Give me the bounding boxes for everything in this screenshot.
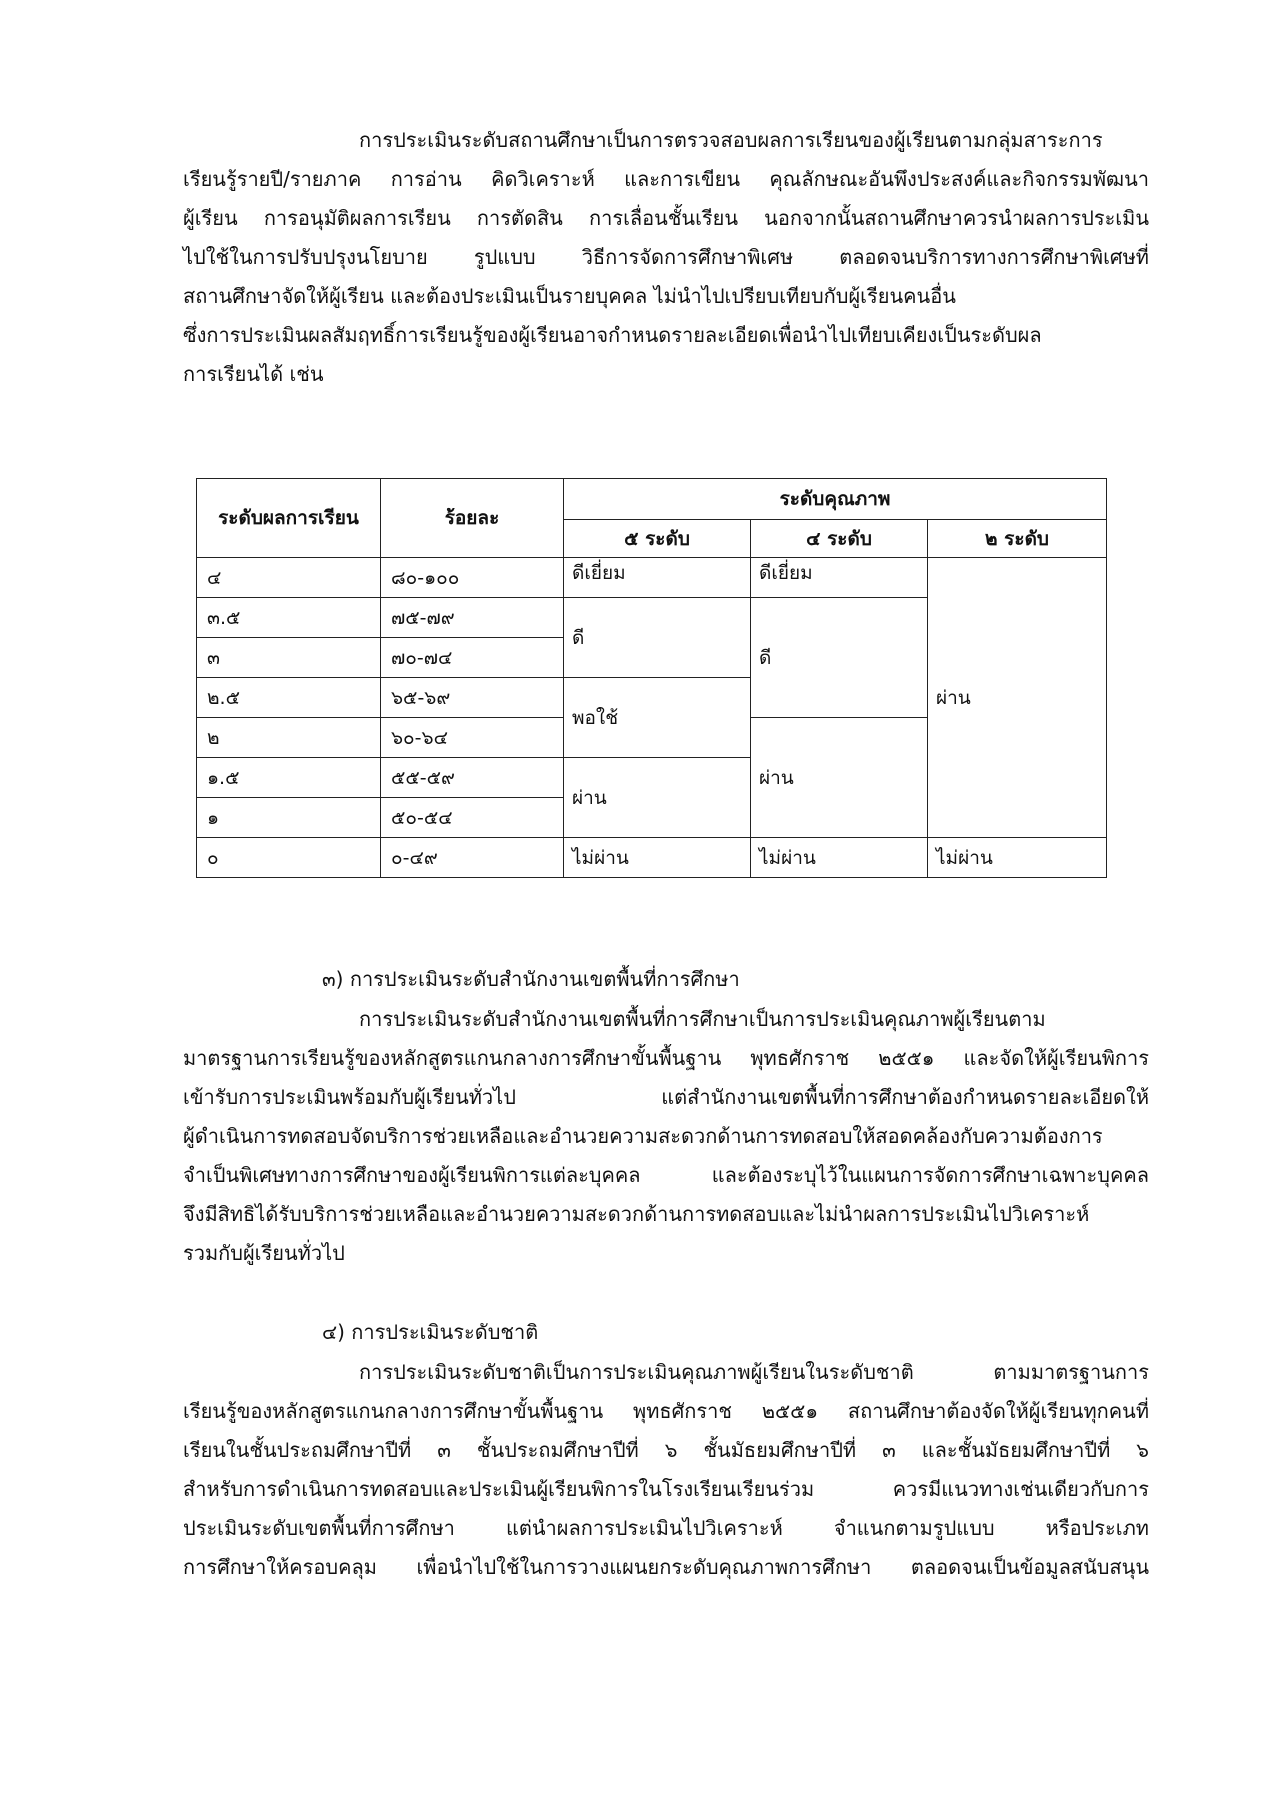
percent-cell: ๕๐-๕๔: [381, 798, 564, 838]
five-level-cell: ดีเยี่ยม: [564, 558, 751, 598]
percent-cell: ๖๕-๖๙: [381, 678, 564, 718]
four-level-cell: ดี: [751, 598, 928, 718]
paragraph-line: การศึกษาให้ครอบคลุม เพื่อนำไปใช้ในการวางแผนยกระดับคุณภาพการศึกษา ตลอดจนเป็นข้อมูลสนับสนุน: [183, 1555, 1149, 1579]
paragraph-line: สถานศึกษาจัดให้ผู้เรียน และต้องประเมินเป็นรายบุคคล ไม่นำไปเปรียบเทียบกับผู้เรียนคนอื่น: [183, 284, 956, 308]
header-quality-level: ระดับคุณภาพ: [564, 479, 1107, 520]
section4-paragraph: [183, 1353, 1149, 1587]
paragraph-line: การประเมินระดับสถานศึกษาเป็นการตรวจสอบผลการเรียนของผู้เรียนตามกลุ่มสาระการ: [359, 128, 1103, 152]
paragraph-line: การประเมินระดับชาติเป็นการประเมินคุณภาพผู้เรียนในระดับชาติ ตามมาตรฐานการ: [359, 1360, 1149, 1384]
four-level-cell: ดีเยี่ยม: [751, 558, 928, 598]
paragraph-line: ผู้ดำเนินการทดสอบจัดบริการช่วยเหลือและอำนวยความสะดวกด้านการทดสอบให้สอดคล้องกับความต้องการ: [183, 1124, 1103, 1148]
percent-cell: ๘๐-๑๐๐: [381, 558, 564, 598]
paragraph-line: สำหรับการดำเนินการทดสอบและประเมินผู้เรียนพิการในโรงเรียนเรียนร่วม ควรมีแนวทางเช่นเดียวกับการ: [183, 1477, 1149, 1501]
grade-cell: ๐: [197, 838, 381, 878]
grade-cell: ๔: [197, 558, 381, 598]
section3-heading: ๓) การประเมินระดับสำนักงานเขตพื้นที่การศึกษา: [322, 967, 740, 991]
grade-cell: ๓: [197, 638, 381, 678]
section3-paragraph: [183, 1000, 1149, 1273]
four-level-cell: ผ่าน: [751, 718, 928, 838]
two-level-cell: ผ่าน: [928, 558, 1107, 838]
paragraph-line: มาตรฐานการเรียนรู้ของหลักสูตรแกนกลางการศึกษาขั้นพื้นฐาน พุทธศักราช ๒๕๕๑ และจัดให้ผู้เรียนพิการ: [183, 1046, 1149, 1070]
paragraph-line: ประเมินระดับเขตพื้นที่การศึกษา แต่นำผลการประเมินไปวิเคราะห์ จำแนกตามรูปแบบ หรือประเภท: [183, 1516, 1149, 1540]
section4-heading: ๔) การประเมินระดับชาติ: [322, 1320, 539, 1344]
paragraph-line: การเรียนได้ เช่น: [183, 362, 324, 386]
header-five-level: ๕ ระดับ: [564, 520, 751, 558]
percent-cell: ๗๕-๗๙: [381, 598, 564, 638]
five-level-cell: ไม่ผ่าน: [564, 838, 751, 878]
two-level-cell: ไม่ผ่าน: [928, 838, 1107, 878]
paragraph-line: เรียนรู้ของหลักสูตรแกนกลางการศึกษาขั้นพื้นฐาน พุทธศักราช ๒๕๕๑ สถานศึกษาต้องจัดให้ผู้เรียนทุกคนที่: [183, 1399, 1149, 1423]
paragraph-line: การประเมินระดับสำนักงานเขตพื้นที่การศึกษาเป็นการประเมินคุณภาพผู้เรียนตาม: [359, 1007, 1046, 1031]
header-four-level: ๔ ระดับ: [751, 520, 928, 558]
five-level-cell: ดี: [564, 598, 751, 678]
paragraph-line: ไปใช้ในการปรับปรุงนโยบาย รูปแบบ วิธีการจัดการศึกษาพิเศษ ตลอดจนบริการทางการศึกษาพิเศษที่: [183, 245, 1149, 269]
paragraph-line: เรียนรู้รายปี/รายภาค การอ่าน คิดวิเคราะห์ และการเขียน คุณลักษณะอันพึงประสงค์และกิจกรรมพัฒนา: [183, 167, 1149, 191]
paragraph-line: ผู้เรียน การอนุมัติผลการเรียน การตัดสิน การเลื่อนชั้นเรียน นอกจากนั้นสถานศึกษาควรนำผลการประเมิน: [183, 206, 1149, 230]
paragraph-line: ซึ่งการประเมินผลสัมฤทธิ์การเรียนรู้ของผู้เรียนอาจกำหนดรายละเอียดเพื่อนำไปเทียบเคียงเป็นระดับผล: [183, 323, 1042, 347]
grade-cell: ๒: [197, 718, 381, 758]
grade-cell: ๑.๕: [197, 758, 381, 798]
grade-table: [196, 478, 1107, 878]
grade-cell: ๓.๕: [197, 598, 381, 638]
paragraph-line: เข้ารับการประเมินพร้อมกับผู้เรียนทั่วไป แต่สำนักงานเขตพื้นที่การศึกษาต้องกำหนดรายละเอียดให้: [183, 1085, 1149, 1109]
percent-cell: ๕๕-๕๙: [381, 758, 564, 798]
percent-cell: ๗๐-๗๔: [381, 638, 564, 678]
header-two-level: ๒ ระดับ: [928, 520, 1107, 558]
header-percent: ร้อยละ: [381, 479, 564, 558]
paragraph-line: จำเป็นพิเศษทางการศึกษาของผู้เรียนพิการแต่ละบุคคล และต้องระบุไว้ในแผนการจัดการศึกษาเฉพาะบุคคล: [183, 1163, 1149, 1187]
percent-cell: ๐-๔๙: [381, 838, 564, 878]
grade-cell: ๒.๕: [197, 678, 381, 718]
four-level-cell: ไม่ผ่าน: [751, 838, 928, 878]
percent-cell: ๖๐-๖๔: [381, 718, 564, 758]
intro-paragraph: [183, 121, 1149, 394]
paragraph-line: เรียนในชั้นประถมศึกษาปีที่ ๓ ชั้นประถมศึกษาปีที่ ๖ ชั้นมัธยมศึกษาปีที่ ๓ และชั้นมัธยมศึกษาปีที่ ๖: [183, 1438, 1150, 1462]
five-level-cell: ผ่าน: [564, 758, 751, 838]
paragraph-line: รวมกับผู้เรียนทั่วไป: [183, 1241, 345, 1265]
paragraph-line: จึงมีสิทธิได้รับบริการช่วยเหลือและอำนวยความสะดวกด้านการทดสอบและไม่นำผลการประเมินไปวิเคราะห์: [183, 1202, 1090, 1226]
grade-cell: ๑: [197, 798, 381, 838]
header-grade-level: ระดับผลการเรียน: [197, 479, 381, 558]
five-level-cell: พอใช้: [564, 678, 751, 758]
